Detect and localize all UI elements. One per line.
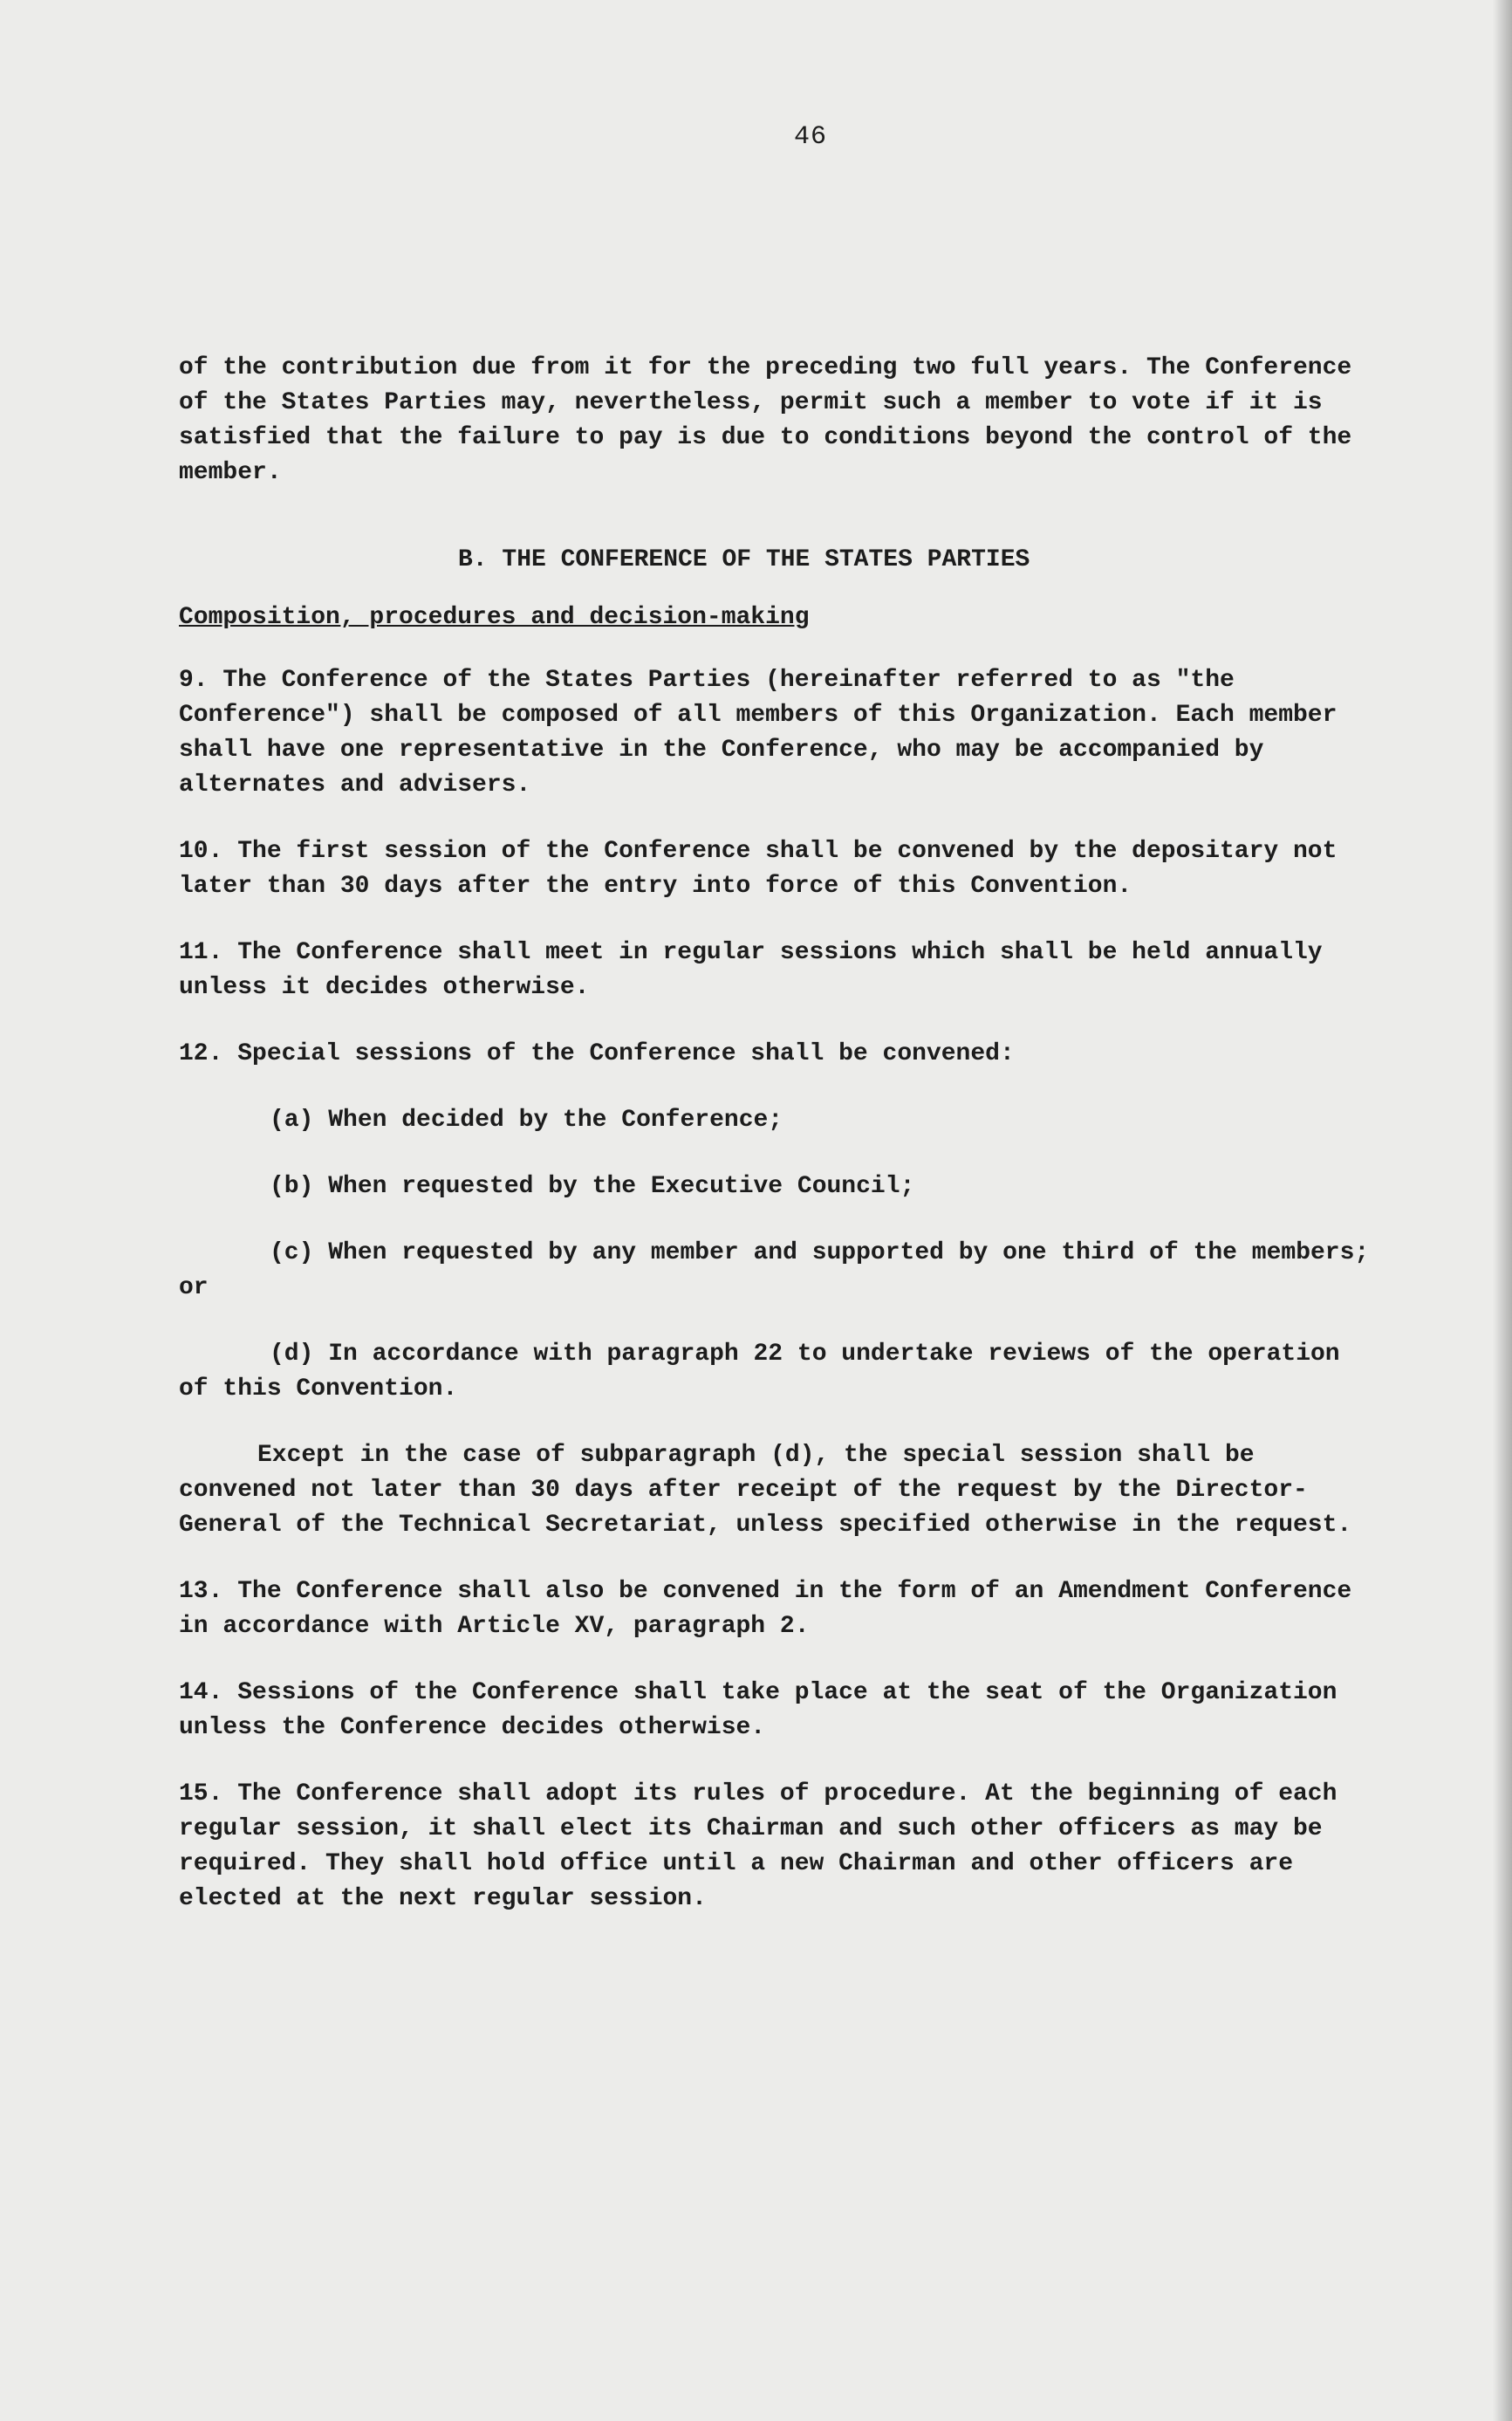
- paragraph-15: 15. The Conference shall adopt its rules of procedure. At the beginning of each regular session, it shall elect its Chairman and such other officers as may be required. They shall hold office until a new Chairman and other officers are elected at the next regular session.: [179, 1780, 1338, 1912]
- page-number: 46: [794, 122, 828, 152]
- paragraph-12-d: (d) In accordance with paragraph 22 to undertake reviews of the operation of this Convention.: [179, 1341, 1340, 1403]
- intro-paragraph: of the contribution due from it for the preceding two full years. The Conference of the States Parties may, nevertheless, permit such a member to vote if it is satisfied that the failure to pay is due to conditions beyond the control of the member.: [179, 354, 1352, 486]
- paragraph-12-c: (c) When requested by any member and supported by one third of the members; or: [179, 1239, 1370, 1301]
- page-spine-shadow: [1493, 0, 1512, 2421]
- paragraph-12: 12. Special sessions of the Conference shall be convened:: [179, 1040, 1015, 1067]
- paragraph-9: 9. The Conference of the States Parties (hereinafter referred to as "the Conference") shall be composed of all members of this Organization. Each member shall have one representative in the Conference, who may be accompanied by alternates and advisers.: [179, 667, 1338, 799]
- paragraph-10: 10. The first session of the Conference shall be convened by the depositary not later than 30 days after the entry into force of this Convention.: [179, 838, 1338, 900]
- paragraph-13: 13. The Conference shall also be convened in the form of an Amendment Conference in accordance with Article XV, paragraph 2.: [179, 1578, 1352, 1640]
- page-body: [179, 351, 1383, 1948]
- paragraph-11: 11. The Conference shall meet in regular sessions which shall be held annually unless it decides otherwise.: [179, 939, 1323, 1001]
- section-title: B. THE CONFERENCE OF THE STATES PARTIES: [458, 546, 1030, 573]
- paragraph-12-a: (a) When decided by the Conference;: [270, 1107, 783, 1134]
- paragraph-12-b: (b) When requested by the Executive Council;: [270, 1173, 915, 1200]
- subheading: Composition, procedures and decision-making: [179, 604, 810, 631]
- paragraph-12-exception: Except in the case of subparagraph (d), the special session shall be convened not later than 30 days after receipt of the request by the Director-General of the Technical Secretariat, unless specified otherwise in the request.: [179, 1442, 1352, 1539]
- paragraph-14: 14. Sessions of the Conference shall take place at the seat of the Organization unless the Conference decides otherwise.: [179, 1679, 1338, 1741]
